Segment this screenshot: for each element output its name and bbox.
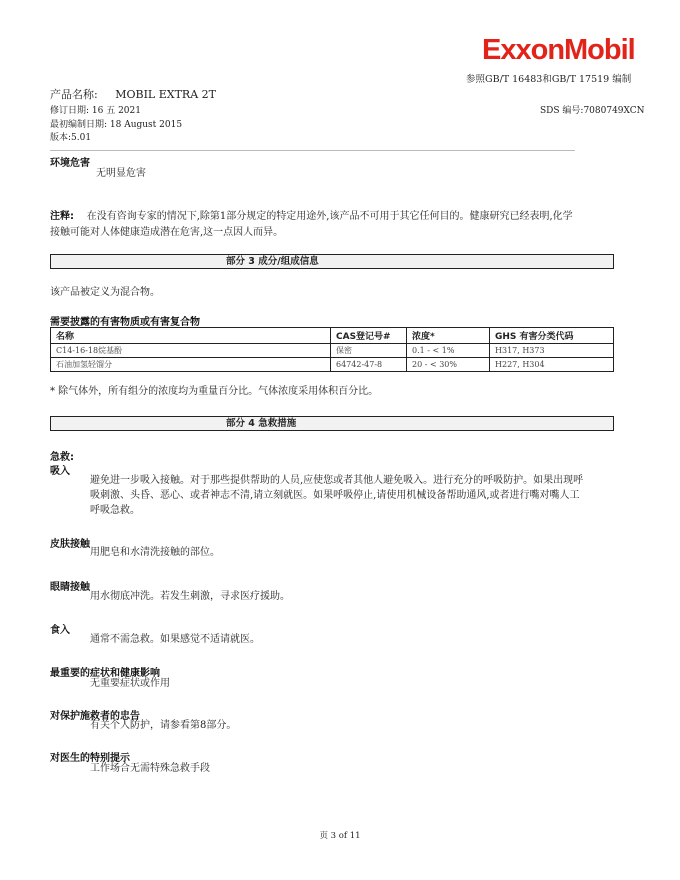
composition-table: [50, 327, 614, 372]
rescuer-protection-text: 有关个人防护，请参看第8部分。: [90, 720, 237, 731]
cell-cas: 64742-47-8: [331, 358, 407, 372]
physician-heading: 对医生的特别提示: [50, 753, 130, 764]
col-name: 名称: [51, 328, 331, 344]
cell-ghs: H227, H304: [490, 358, 614, 372]
note-paragraph: [50, 209, 650, 225]
initial-date: 最初编制日期: 18 August 2015: [50, 120, 183, 130]
cell-ghs: H317, H373: [490, 344, 614, 358]
env-hazard-heading: 环境危害: [50, 158, 90, 169]
note-text-2: 接触可能对人体健康造成潜在危害,这一点因人而异。: [50, 227, 284, 238]
physician-text: 工作场合无需特殊急救手段: [90, 763, 210, 774]
inhalation-heading: 吸入: [50, 466, 70, 477]
cell-concentration: 20 - < 30%: [407, 358, 490, 372]
env-hazard-text: 无明显危害: [96, 168, 146, 179]
ingestion-heading: 食入: [50, 625, 70, 636]
table-header-row: [51, 328, 614, 344]
note-text: 在没有咨询专家的情况下,除第1部分规定的特定用途外,该产品不可用于其它任何目的。健康研究已经表明,化学: [86, 211, 573, 222]
symptoms-text: 无重要症状或作用: [90, 678, 170, 689]
concentration-footnote: * 除气体外，所有组分的浓度均为重量百分比。气体浓度采用体积百分比。: [50, 386, 379, 397]
cell-concentration: 0.1 - < 1%: [407, 344, 490, 358]
first-aid-heading: 急救:: [50, 452, 74, 463]
cell-name: 石油加氢轻馏分: [51, 358, 331, 372]
symptoms-heading: 最重要的症状和健康影响: [50, 668, 160, 679]
note-label: 注释:: [50, 211, 74, 222]
inhalation-line-3: 呼吸急救。: [90, 505, 140, 516]
exxonmobil-logo: ExxonMobil: [482, 34, 635, 66]
inhalation-line-2: 吸刺激、头昏、恶心、或者神志不清,请立刻就医。如果呼吸停止,请使用机械设备帮助通风,或者进行嘴对嘴人工: [90, 490, 580, 501]
cell-name: C14-16-18烷基酚: [51, 344, 331, 358]
skin-text: 用肥皂和水清洗接触的部位。: [90, 547, 220, 558]
ingestion-text: 通常不需急救。如果感觉不适请就医。: [90, 634, 260, 645]
inhalation-line-1: 避免进一步吸入接触。对于那些提供帮助的人员,应使您或者其他人避免吸入。进行充分的呼吸防护。如果出现呼: [90, 475, 584, 486]
standard-reference: 参照GB/T 16483和GB/T 17519 编制: [466, 74, 632, 85]
table-row: [51, 344, 614, 358]
page-number: 页 3 of 11: [319, 831, 361, 841]
product-name: MOBIL EXTRA 2T: [115, 88, 216, 101]
product-name-label: 产品名称:: [50, 88, 98, 101]
section-3-bar: [50, 254, 614, 269]
composition-table-heading: 需要披露的有害物质或有害复合物: [50, 317, 200, 328]
section-4-bar: [50, 416, 614, 431]
version: 版本:5.01: [50, 133, 92, 143]
skin-heading: 皮肤接触: [50, 539, 90, 550]
section-4-title: 部分 4 急救措施: [226, 418, 297, 429]
product-name-line: [50, 86, 216, 102]
cell-cas: 保密: [331, 344, 407, 358]
header-divider: [50, 150, 575, 151]
eye-text: 用水彻底冲洗。若发生刺激，寻求医疗援助。: [90, 591, 290, 602]
eye-heading: 眼睛接触: [50, 582, 90, 593]
sds-number: SDS 编号:7080749XCN: [540, 106, 645, 116]
section-3-title: 部分 3 成分/组成信息: [226, 256, 319, 267]
revision-date: 修订日期: 16 五 2021: [50, 106, 141, 116]
col-cas: CAS登记号#: [331, 328, 407, 344]
mixture-text: 该产品被定义为混合物。: [50, 287, 160, 298]
col-ghs: GHS 有害分类代码: [490, 328, 614, 344]
table-row: [51, 358, 614, 372]
rescuer-protection-heading: 对保护施救者的忠告: [50, 711, 140, 722]
col-concentration: 浓度*: [407, 328, 490, 344]
